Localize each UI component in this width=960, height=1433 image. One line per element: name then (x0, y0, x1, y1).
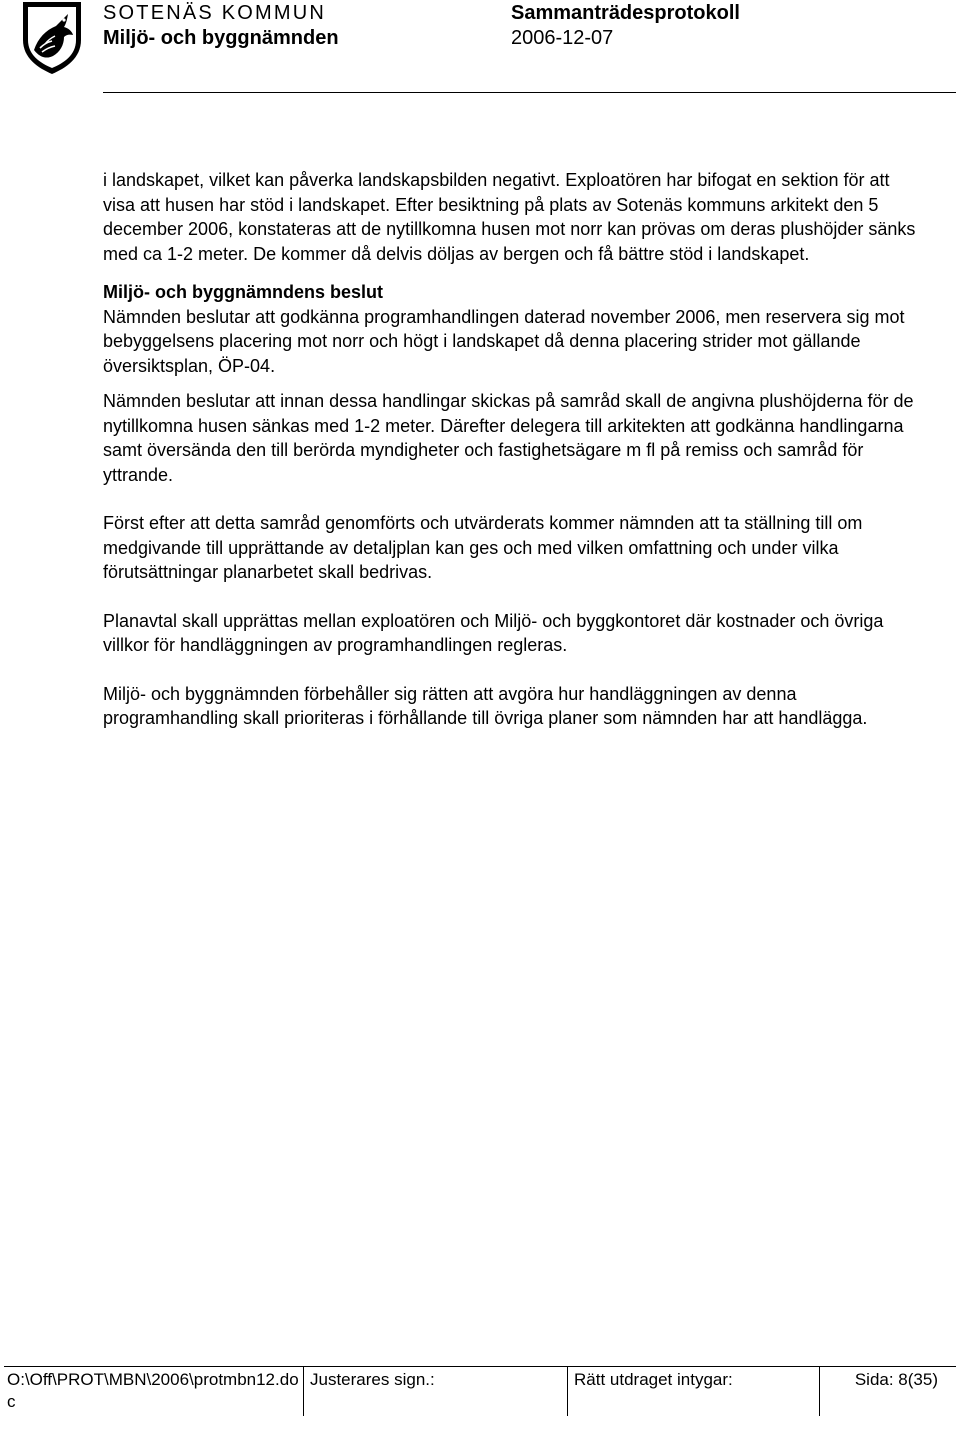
footer-page-number: Sida: 8(35) (819, 1366, 956, 1416)
intro-paragraph: i landskapet, vilket kan påverka landskapsbilden negativt. Exploatören har bifogat en sektion för att visa att husen har stöd i landskapet. Efter besiktning på plats av Sotenäs kommuns arkitekt den 5 december 2006, konstateras att de nytillkomna husen mot norr kan prövas om deras plushöjder sänks med ca 1-2 meter. De kommer då delvis döljas av bergen och få bättre stöd i landskapet. (103, 170, 916, 264)
organization-name: SOTENÄS KOMMUN (103, 2, 327, 24)
document-type: Sammanträdesprotokoll (511, 2, 740, 24)
decision-paragraph-4: Planavtal skall upprättas mellan exploatören och Miljö- och byggkontoret där kostnader och övriga villkor för handläggningen av programhandlingen regleras. (103, 610, 884, 655)
decision-paragraph-1: Nämnden beslutar att godkänna programhandlingen daterad november 2006, men reservera sig mot bebyggelsens placering mot norr och högt i landskapet då denna placering strider mot gällande översiktsplan, ÖP-04. (103, 306, 905, 376)
footer-certified: Rätt utdraget intygar: (567, 1366, 819, 1416)
committee-name: Miljö- och byggnämnden (103, 27, 339, 49)
municipality-logo-icon (20, 0, 84, 76)
meeting-date: 2006-12-07 (511, 27, 614, 49)
decision-heading: Miljö- och byggnämndens beslut (103, 282, 384, 302)
decision-paragraph-2: Nämnden beslutar att innan dessa handlingar skickas på samråd skall de angivna plushöjderna för de nytillkomna husen sänkas med 1-2 meter. Därefter delegera till arkitekten att godkänna handlingarna samt översända den till berörda myndigheter och fastighetsägare m fl på remiss och samråd för yttrande. (103, 391, 914, 485)
footer-adjusted-signature: Justerares sign.: (303, 1366, 567, 1416)
decision-paragraph-5: Miljö- och byggnämnden förbehåller sig rätten att avgöra hur handläggningen av denna programhandling skall prioriteras i förhållande till övriga planer som nämnden har att handlägga. (103, 683, 868, 728)
footer-file-path: O:\Off\PROT\MBN\2006\protmbn12.doc (7, 1370, 299, 1411)
page-footer (0, 1366, 960, 1416)
decision-paragraph-3: Först efter att detta samråd genomförts och utvärderats kommer nämnden att ta ställning till om medgivande till upprättande av detaljplan kan ges och med vilken omfattning och under vilka förutsättningar planarbetet skall bedrivas. (103, 513, 863, 582)
document-body (103, 168, 923, 731)
header-divider (103, 92, 956, 93)
